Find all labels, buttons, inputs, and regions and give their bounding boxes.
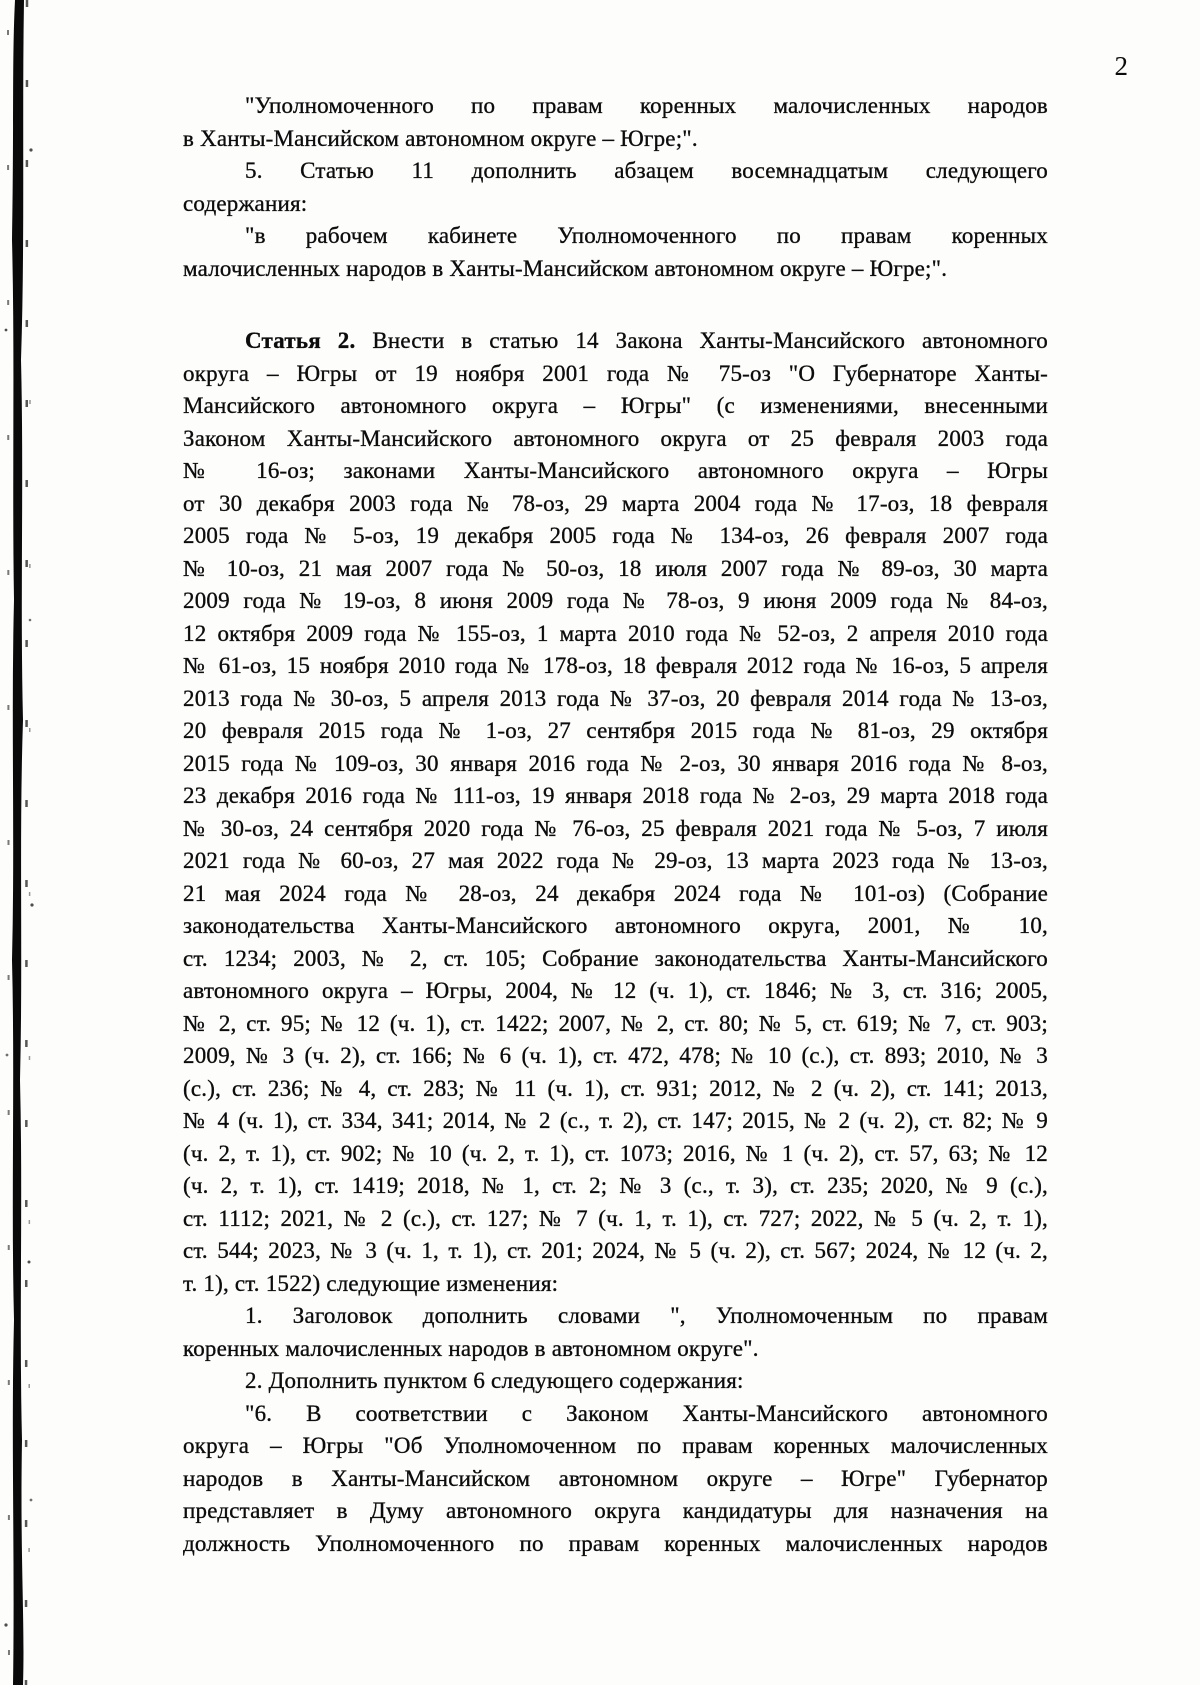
document-body xyxy=(183,90,1048,1560)
text-line: 2009 года № 19-оз, 8 июня 2009 года № 78-оз, 9 июня 2009 года № 84-оз, xyxy=(183,588,1048,613)
scan-binding-artifact xyxy=(0,0,60,1685)
text-line: (с.), ст. 236; № 4, ст. 283; № 11 (ч. 1), ст. 931; 2012, № 2 (ч. 2), ст. 141; 2013, xyxy=(183,1075,1048,1101)
text-line: малочисленных народов в Ханты-Мансийском автономном округе – Югре;". xyxy=(183,255,948,281)
text-line: Законом Ханты-Мансийского автономного округа от 25 февраля 2003 года xyxy=(183,425,1048,451)
text-line: (ч. 2, т. 1), ст. 902; № 10 (ч. 2, т. 1), ст. 1073; 2016, № 1 (ч. 2), ст. 57, 63; № 12 xyxy=(183,1140,1048,1166)
text-line: 20 февраля 2015 года № 1-оз, 27 сентября 2015 года № 81-оз, 29 октября xyxy=(183,718,1048,743)
text-line: 2021 года № 60-оз, 27 мая 2022 года № 29-оз, 13 марта 2023 года № 13-оз, xyxy=(183,848,1048,873)
text-line: законодательства Ханты-Мансийского автономного округа, 2001, № 10, xyxy=(183,913,1048,938)
text-line: № 16-оз; законами Ханты-Мансийского автономного округа – Югры xyxy=(183,458,1048,483)
page-number: 2 xyxy=(1114,51,1128,81)
text-line: 2015 года № 109-оз, 30 января 2016 года № 2-оз, 30 января 2016 года № 8-оз, xyxy=(183,750,1048,776)
text-line: представляет в Думу автономного округа кандидатуры для назначения на xyxy=(183,1498,1048,1523)
paragraph-gap xyxy=(183,285,1048,325)
text-line: ст. 1112; 2021, № 2 (с.), ст. 127; № 7 (ч. 1, т. 1), ст. 727; 2022, № 5 (ч. 2, т. 1), xyxy=(183,1205,1048,1231)
text-line: № 10-оз, 21 мая 2007 года № 50-оз, 18 июля 2007 года № 89-оз, 30 марта xyxy=(183,555,1048,581)
text-line: 2. Дополнить пунктом 6 следующего содержания: xyxy=(245,1368,744,1393)
text-line: "Уполномоченного по правам коренных малочисленных народов xyxy=(245,93,1048,118)
text-line: ст. 1234; 2003, № 2, ст. 105; Собрание законодательства Ханты-Мансийского xyxy=(183,945,1048,971)
text-line: должность Уполномоченного по правам коренных малочисленных народов xyxy=(183,1530,1048,1556)
text-line-rest: Внести в статью 14 Закона Ханты-Мансийского автономного xyxy=(372,328,1048,353)
text-line: "в рабочем кабинете Уполномоченного по правам коренных xyxy=(245,223,1048,248)
text-line: 1. Заголовок дополнить словами ", Уполномоченным по правам xyxy=(245,1303,1048,1328)
text-line: округа – Югры от 19 ноября 2001 года № 75-оз "О Губернаторе Ханты- xyxy=(183,360,1048,386)
text-line xyxy=(183,325,1048,358)
text-line: округа – Югры "Об Уполномоченном по правам коренных малочисленных xyxy=(183,1433,1048,1458)
text-line: автономного округа – Югры, 2004, № 12 (ч. 1), ст. 1846; № 3, ст. 316; 2005, xyxy=(183,978,1048,1003)
text-line: № 61-оз, 15 ноября 2010 года № 178-оз, 18 февраля 2012 года № 16-оз, 5 апреля xyxy=(183,653,1048,678)
text-line: 21 мая 2024 года № 28-оз, 24 декабря 2024 года № 101-оз) (Собрание xyxy=(183,880,1048,906)
text-line: 2009, № 3 (ч. 2), ст. 166; № 6 (ч. 1), ст. 472, 478; № 10 (с.), ст. 893; 2010, № 3 xyxy=(183,1043,1048,1068)
text-line: от 30 декабря 2003 года № 78-оз, 29 марта 2004 года № 17-оз, 18 февраля xyxy=(183,490,1048,516)
text-line: "6. В соответствии с Законом Ханты-Мансийского автономного xyxy=(245,1400,1048,1426)
text-line: № 4 (ч. 1), ст. 334, 341; 2014, № 2 (с., т. 2), ст. 147; 2015, № 2 (ч. 2), ст. 82; № 9 xyxy=(183,1108,1048,1133)
text-line: № 2, ст. 95; № 12 (ч. 1), ст. 1422; 2007, № 2, ст. 80; № 5, ст. 619; № 7, ст. 903; xyxy=(183,1010,1048,1036)
text-line: в Ханты-Мансийском автономном округе – Югре;". xyxy=(183,125,698,151)
text-line: 2005 года № 5-оз, 19 декабря 2005 года № 134-оз, 26 февраля 2007 года xyxy=(183,523,1048,548)
text-line: коренных малочисленных народов в автономном округе". xyxy=(183,1335,759,1361)
text-line: № 30-оз, 24 сентября 2020 года № 76-оз, 25 февраля 2021 года № 5-оз, 7 июля xyxy=(183,815,1048,841)
text-line: Мансийского автономного округа – Югры" (с изменениями, внесенными xyxy=(183,393,1048,418)
text-line: 23 декабря 2016 года № 111-оз, 19 января 2018 года № 2-оз, 29 марта 2018 года xyxy=(183,783,1048,808)
text-line: (ч. 2, т. 1), ст. 1419; 2018, № 1, ст. 2; № 3 (с., т. 3), ст. 235; 2020, № 9 (с.), xyxy=(183,1173,1048,1198)
text-line: 5. Статью 11 дополнить абзацем восемнадцатым следующего xyxy=(245,158,1048,183)
text-line: т. 1), ст. 1522) следующие изменения: xyxy=(183,1270,559,1296)
text-line: 2013 года № 30-оз, 5 апреля 2013 года № 37-оз, 20 февраля 2014 года № 13-оз, xyxy=(183,685,1048,711)
article-heading: Статья 2. xyxy=(245,328,356,353)
text-line: ст. 544; 2023, № 3 (ч. 1, т. 1), ст. 201; 2024, № 5 (ч. 2), ст. 567; 2024, № 12 (ч. 2, xyxy=(183,1238,1048,1263)
text-line: народов в Ханты-Мансийском автономном округе – Югре" Губернатор xyxy=(183,1465,1048,1491)
text-line: содержания: xyxy=(183,190,308,216)
text-line: 12 октября 2009 года № 155-оз, 1 марта 2010 года № 52-оз, 2 апреля 2010 года xyxy=(183,620,1048,646)
